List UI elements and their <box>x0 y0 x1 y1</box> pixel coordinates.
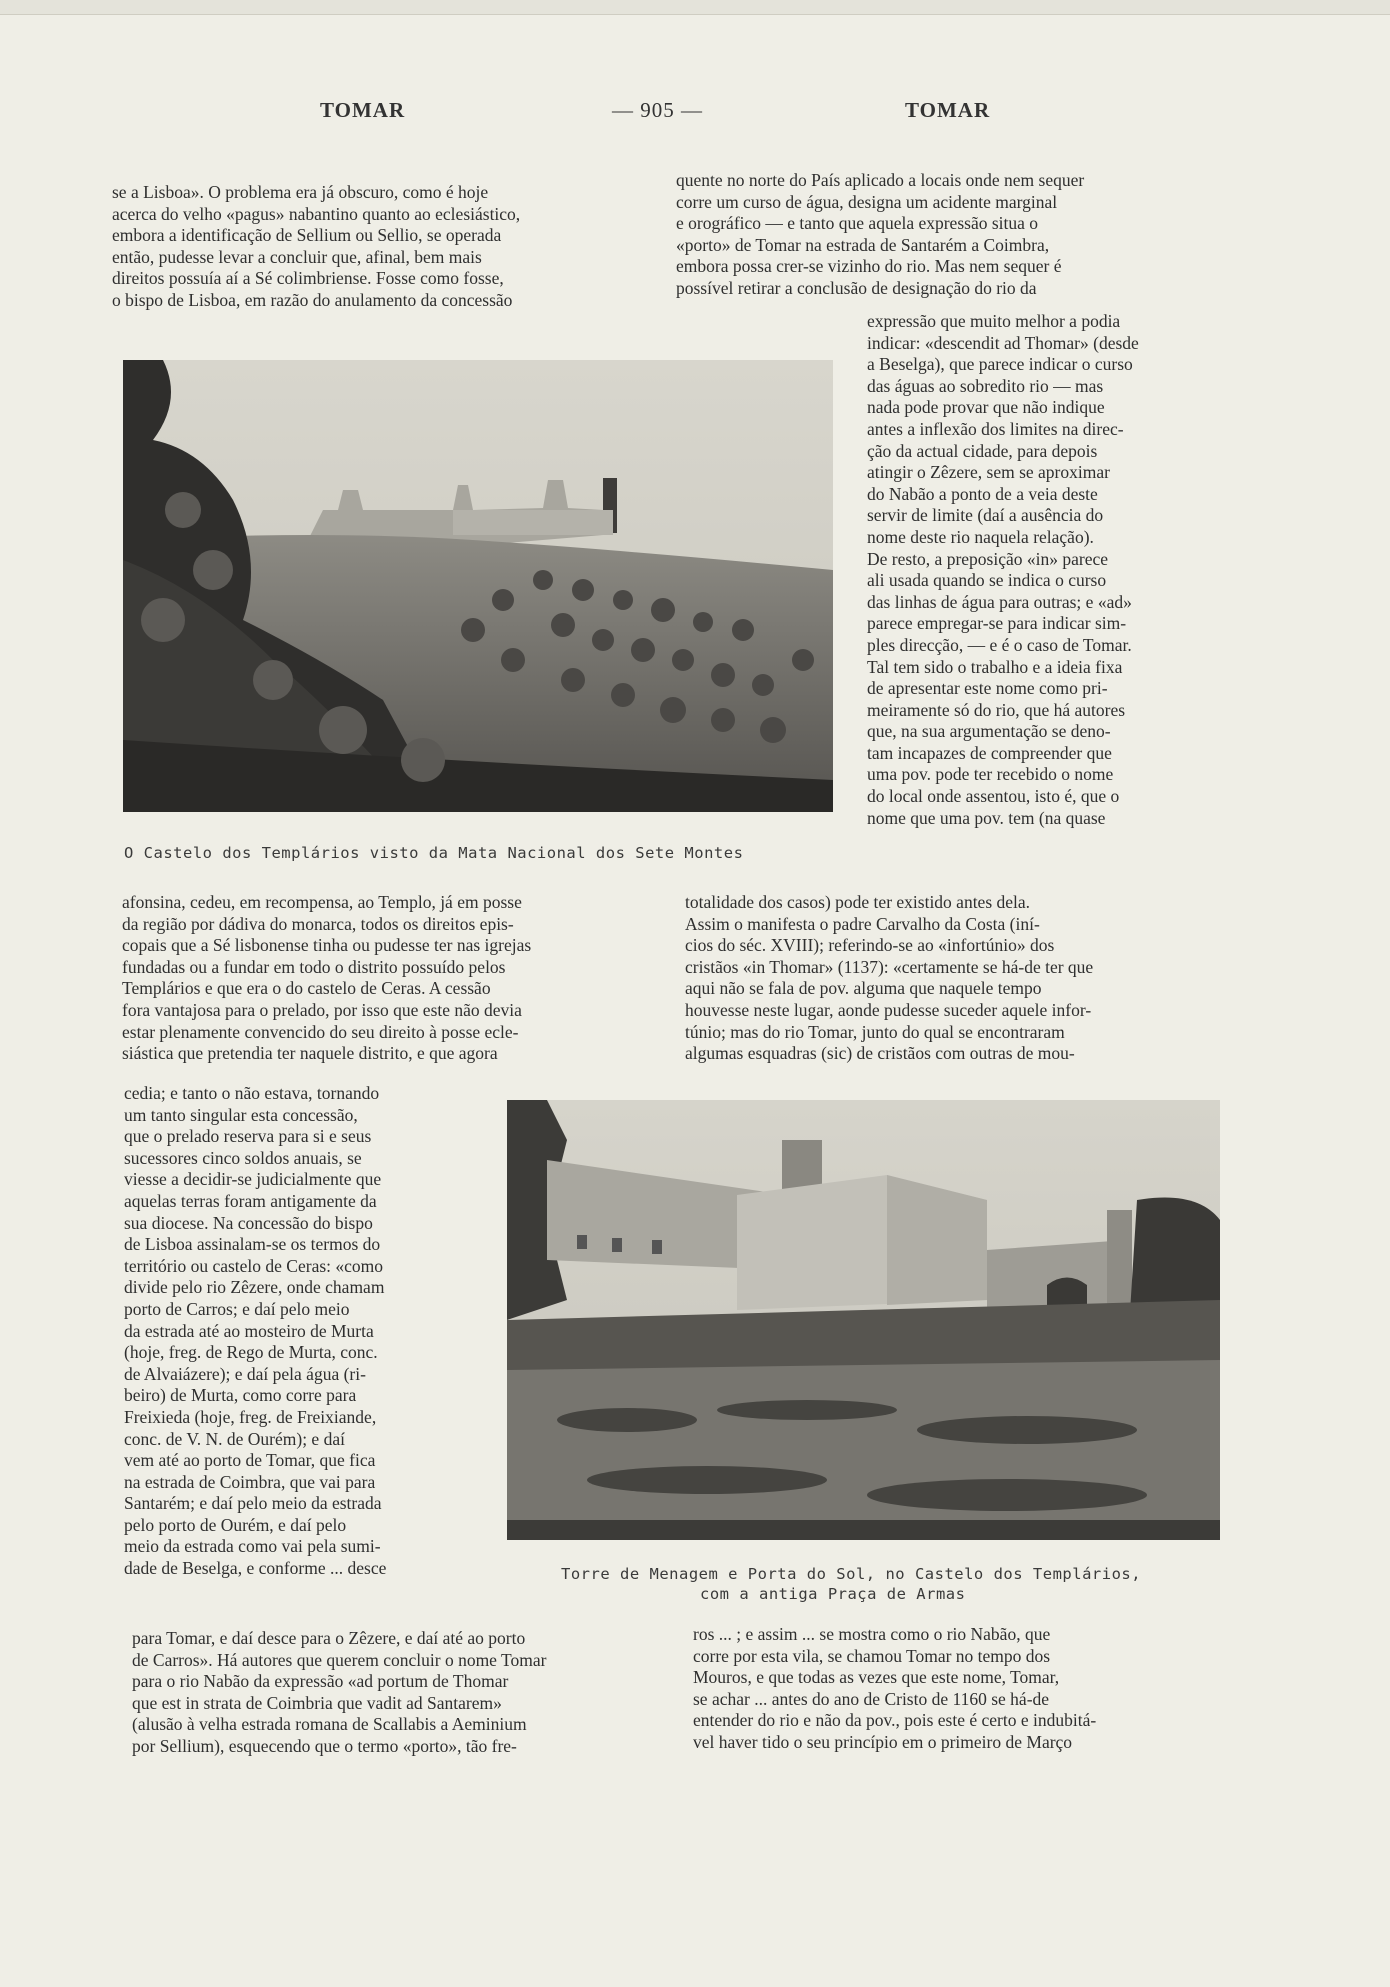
text-line: divide pelo rio Zêzere, onde chamam <box>124 1277 385 1298</box>
text-line: possível retirar a conclusão de designação do rio da <box>676 277 1037 298</box>
text-line: acerca do velho «pagus» nabantino quanto ao eclesiástico, <box>112 203 521 224</box>
text-line: Freixieda (hoje, freg. de Freixiande, <box>124 1406 377 1427</box>
text-line: estar plenamente convencido do seu direito à posse ecle- <box>122 1021 519 1042</box>
text-line: da estrada até ao mosteiro de Murta <box>124 1320 374 1341</box>
right-column-top <box>676 170 1216 300</box>
text-line: túnio; mas do rio Tomar, junto do qual se encontraram <box>685 1021 1065 1042</box>
text-line: do local onde assentou, isto é, que o <box>867 786 1120 807</box>
text-line: da região por dádiva do monarca, todos os direitos epis- <box>122 913 514 934</box>
text-line: expressão que muito melhor a podia <box>867 311 1121 331</box>
text-line: antes a inflexão dos limites na direc- <box>867 418 1124 439</box>
text-line: o bispo de Lisboa, em razão do anulamento da concessão <box>112 289 513 310</box>
text-line: (alusão à velha estrada romana de Scallabis a Aeminium <box>132 1714 527 1735</box>
text-line: cios do séc. XVIII); referindo-se ao «infortúnio» dos <box>685 935 1055 956</box>
text-line: copais que a Sé lisbonense tinha ou pudesse ter nas igrejas <box>122 935 532 956</box>
text-line: nada pode provar que não indique <box>867 397 1105 418</box>
text-line: de Carros». Há autores que querem concluir o nome Tomar <box>132 1649 547 1670</box>
text-line: das águas ao sobredito rio — mas <box>867 375 1104 396</box>
text-line: algumas esquadras (sic) de cristãos com outras de mou- <box>685 1043 1075 1064</box>
text-line: embora possa crer-se vizinho do rio. Mas nem sequer é <box>676 256 1062 277</box>
text-line: meiramente só do rio, que há autores <box>867 699 1126 720</box>
text-line: servir de limite (daí a ausência do <box>867 505 1104 526</box>
text-line: corre por esta vila, se chamou Tomar no tempo dos <box>693 1645 1051 1666</box>
text-line: nome deste rio naquela relação). <box>867 526 1094 547</box>
photo-caption-keep-line-1: Torre de Menagem e Porta do Sol, no Castelo dos Templários, <box>561 1565 1142 1583</box>
text-line: por Sellium), esquecendo que o termo «porto», tão fre- <box>132 1735 517 1756</box>
text-line: vem até ao porto de Tomar, que fica <box>124 1450 376 1471</box>
text-line: afonsina, cedeu, em recompensa, ao Templo, já em posse <box>122 892 522 912</box>
left-column-narrow <box>124 1083 464 1580</box>
text-line: se a Lisboa». O problema era já obscuro, como é hoje <box>112 182 489 202</box>
right-column-bottom <box>693 1624 1221 1754</box>
text-line: tam incapazes de compreender que <box>867 742 1112 763</box>
text-line: sua diocese. Na concessão do bispo <box>124 1212 373 1233</box>
photo-caption-castle: O Castelo dos Templários visto da Mata Nacional dos Sete Montes <box>124 844 744 862</box>
text-line: De resto, a preposição «in» parece <box>867 548 1109 569</box>
text-line: ples direcção, — e é o caso de Tomar. <box>867 634 1132 655</box>
page-edge <box>0 0 1390 15</box>
text-line: que, na sua argumentação se deno- <box>867 721 1111 742</box>
text-line: de Alvaiázere); e daí pela água (ri- <box>124 1363 366 1384</box>
text-line: vel haver tido o seu princípio em o primeiro de Março <box>693 1731 1073 1752</box>
text-line: pelo porto de Ourém, e daí pelo <box>124 1514 347 1535</box>
text-line: para Tomar, e daí desce para o Zêzere, e daí até ao porto <box>132 1628 526 1648</box>
text-line: do Nabão a ponto de a veia deste <box>867 483 1098 504</box>
text-line: viesse a decidir-se judicialmente que <box>124 1169 382 1190</box>
text-line: «porto» de Tomar na estrada de Santarém a Coimbra, <box>676 234 1050 255</box>
running-header-right: TOMAR <box>905 98 991 122</box>
text-line: que o prelado reserva para si e seus <box>124 1126 372 1147</box>
text-line: para o rio Nabão da expressão «ad portum de Thomar <box>132 1671 509 1692</box>
text-line: embora a identificação de Sellium ou Sellio, se operada <box>112 225 502 246</box>
text-line: aquelas terras foram antigamente da <box>124 1190 377 1211</box>
text-line: beiro) de Murta, como corre para <box>124 1385 357 1406</box>
right-column-mid <box>685 892 1220 1065</box>
text-line: das linhas de água para outras; e «ad» <box>867 591 1132 612</box>
text-line: se achar ... antes do ano de Cristo de 1160 se há-de <box>693 1688 1050 1709</box>
text-line: de apresentar este nome como pri- <box>867 678 1108 699</box>
text-line: direitos possuía aí a Sé colimbriense. Fosse como fosse, <box>112 268 504 289</box>
text-line: siástica que pretendia ter naquele distrito, e que agora <box>122 1043 498 1064</box>
text-line: ção da actual cidade, para depois <box>867 440 1098 461</box>
text-line: aqui não se fala de pov. alguma que naquele tempo <box>685 978 1042 999</box>
text-line: Santarém; e daí pelo meio da estrada <box>124 1493 382 1514</box>
text-line: cristãos «in Thomar» (1137): «certamente se há-de ter que <box>685 956 1094 977</box>
text-line: houvesse neste lugar, aonde pudesse suceder aquele infor- <box>685 999 1092 1020</box>
text-line: atingir o Zêzere, sem se aproximar <box>867 462 1110 483</box>
text-line: Assim o manifesta o padre Carvalho da Costa (iní- <box>685 913 1040 934</box>
left-column-mid <box>122 892 657 1065</box>
text-line: conc. de V. N. de Ourém); e daí <box>124 1428 345 1449</box>
text-line: meio da estrada como vai pela sumi- <box>124 1536 381 1557</box>
photo-keep-tower <box>507 1100 1220 1540</box>
text-line: a Beselga), que parece indicar o curso <box>867 354 1133 375</box>
text-line: de Lisboa assinalam-se os termos do <box>124 1234 381 1255</box>
text-line: fora vantajosa para o prelado, por isso que este não devia <box>122 999 522 1020</box>
text-line: entender do rio e não da pov., pois este é certo e indubitá- <box>693 1710 1097 1731</box>
text-line: totalidade dos casos) pode ter existido antes dela. <box>685 892 1031 912</box>
text-line: que est in strata de Coimbria que vadit ad Santarem» <box>132 1692 502 1713</box>
text-line: e orográfico — e tanto que aquela expressão situa o <box>676 213 1039 234</box>
text-line: uma pov. pode ter recebido o nome <box>867 764 1114 785</box>
text-line: ali usada quando se indica o curso <box>867 570 1107 591</box>
running-header-left: TOMAR <box>320 98 406 122</box>
text-line: quente no norte do País aplicado a locais onde nem sequer <box>676 170 1085 190</box>
text-line: ros ... ; e assim ... se mostra como o rio Nabão, que <box>693 1624 1051 1644</box>
text-line: porto de Carros; e daí pelo meio <box>124 1298 350 1319</box>
photo-castle-from-forest <box>123 360 833 812</box>
left-column-top <box>112 182 657 312</box>
text-line: dade de Beselga, e conforme ... desce <box>124 1558 387 1579</box>
text-line: sucessores cinco soldos anuais, se <box>124 1147 362 1168</box>
left-column-bottom <box>132 1628 662 1758</box>
photo-caption-keep-line-2: com a antiga Praça de Armas <box>700 1585 966 1603</box>
text-line: Mouros, e que todas as vezes que este nome, Tomar, <box>693 1667 1060 1688</box>
text-line: Tal tem sido o trabalho e a ideia fixa <box>867 656 1123 677</box>
text-line: corre um curso de água, designa um acidente marginal <box>676 191 1058 212</box>
text-line: um tanto singular esta concessão, <box>124 1104 358 1125</box>
text-line: na estrada de Coimbra, que vai para <box>124 1471 376 1492</box>
text-line: território ou castelo de Ceras: «como <box>124 1255 384 1276</box>
text-line: Templários e que era o do castelo de Ceras. A cessão <box>122 978 491 999</box>
text-line: cedia; e tanto o não estava, tornando <box>124 1083 380 1103</box>
text-line: indicar: «descendit ad Thomar» (desde <box>867 332 1139 353</box>
text-line: então, pudesse levar a concluir que, afinal, bem mais <box>112 246 482 267</box>
text-line: parece empregar-se para indicar sim- <box>867 613 1127 634</box>
right-column-narrow <box>867 311 1212 829</box>
text-line: fundadas ou a fundar em todo o distrito possuído pelos <box>122 956 506 977</box>
text-line: nome que uma pov. tem (na quase <box>867 807 1106 828</box>
page-number: — 905 — <box>612 98 703 122</box>
text-line: (hoje, freg. de Rego de Murta, conc. <box>124 1342 378 1363</box>
